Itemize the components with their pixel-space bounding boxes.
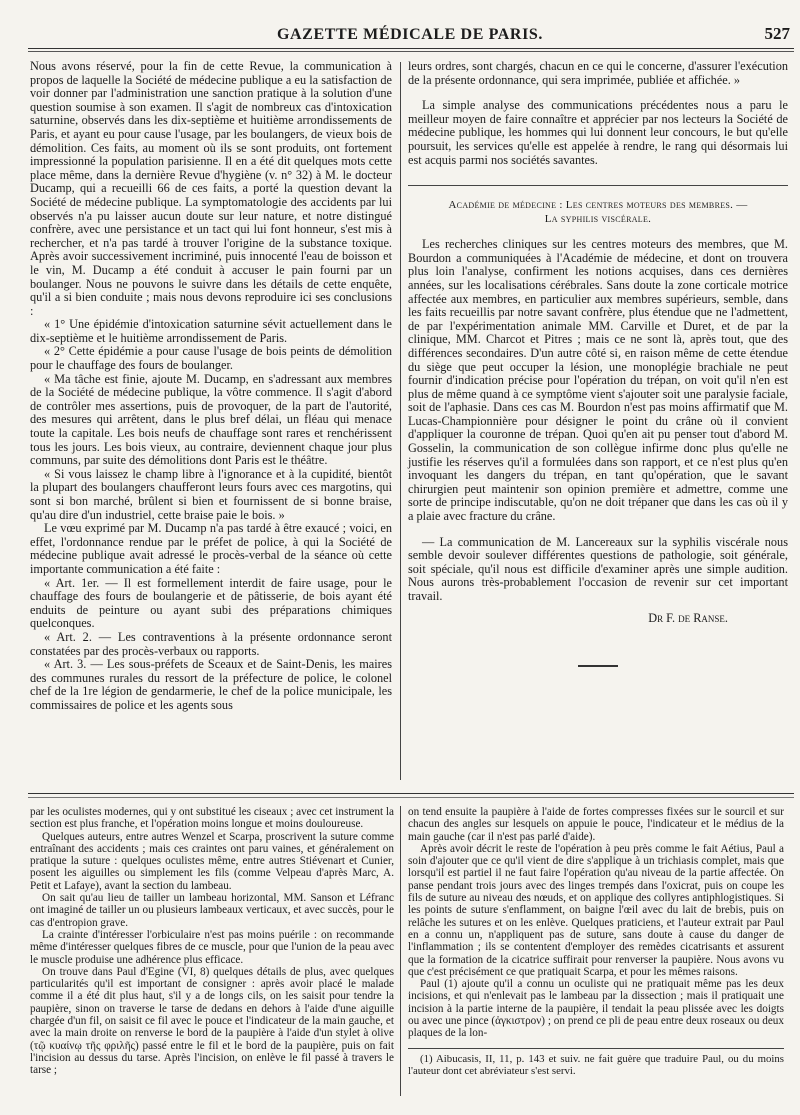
paragraph: « Si vous laissez le champ libre à l'ignorance et à la cupidité, bientôt la plupart des boulangers chaufferont leurs fours avec ces margotins, qui sont si bon marché, brûlent si bien et fournissent de si bonne braise, qu'au dire d'un industriel, cette braise paie le bois. »	[30, 466, 392, 522]
column-divider	[400, 62, 401, 780]
paragraph: Nous avons réservé, pour la fin de cette Revue, la communication à propos de laquelle la Société de médecine publique a eu la satisfaction de voir donner par l'administration une sanction pratique à la solution d'une question soumise à son examen. Il s'agit de nombreux cas d'intoxication saturnine, observés dans les dix-septième et huitième arrondissements de Paris, et ayant eu pour cause l'usage, par les boulangers, de vieux bois de démolition. Ces faits, au moment où ils se sont produits, ont fortement impressionné la population parisienne. Il en a été dit quelques mots cette place même, dans la dernière Revue d'hygiène (v. n° 32) à M. le docteur Ducamp, qui a recueilli 66 de ces faits, a porté la question devant la Société de médecine publique. La symptomatologie des accidents par lui observés n'a pu laisser aucun doute sur leur nature, et notre distingué confrère, avec une persistance et un tact qui lui font honneur, s'est mis à rechercher, et n'a pas tardé à trouver l'origine de la substance toxique. Après avoir successivement incriminé, puis innocenté l'eau de boisson et le vin, M. Ducamp a été conduit à accuser le pain fourni par un boulanger. Nous ne pouvons le suivre dans les détails de cette enquête, qu'il a si bien conduite ; mais nous devons reproduire ici ses conclusions :	[30, 59, 392, 318]
column-divider-lower	[400, 806, 401, 1096]
lower-left-column	[30, 806, 394, 1077]
paragraph: « 2° Cette épidémie a pour cause l'usage de bois peints de démolition pour le chauffage des fours de boulanger.	[30, 344, 392, 373]
paragraph: « Ma tâche est finie, ajoute M. Ducamp, en s'adressant aux membres de la Société de médecine publique, la vôtre commence. Il s'agit d'abord de contrôler mes assertions, puis de provoquer, de la part de l'autorité, des mesures qui arrêtent, dans le plus bref délai, un fléau qui menace toute la capitale. Les bois neufs de chauffage sont rares et renchérissent tous les jours. Les bois vieux, au contraire, deviennent chaque jour plus communs, par suite des démolitions dont Paris est le théâtre.	[30, 371, 392, 468]
paragraph: La crainte d'intéresser l'orbiculaire n'est pas moins puérile : on recommande même d'intéresser quelques fibres de ce muscle, pour que l'union de la peau avec le muscle produise une adhérence plus efficace.	[30, 928, 394, 966]
paragraph: Après avoir décrit le reste de l'opération à peu près comme le fait Aétius, Paul a soin d'ajouter que ce qu'il vient de dire s'applique à un trichiasis complet, mais que lorsqu'il est partiel il ne faut faire l'opération qu'au niveau de la partie affectée. On panse pendant trois jours avec des linges trempés dans l'oxicrat, puis on coupe les fils de suture au niveau des nœuds, et on applique des collyres antiphlogistiques. Si les points de suture s'enflamment, on baigne l'œil avec du lait de brebis, puis on relâche les sutures et on les enlève. Quelques praticiens, et l'auteur extrait par Paul en a connu un, n'appliquent pas de suture, sans doute à cause du danger de l'inflammation ; ils se contentent d'employer des remèdes cicatrisants et assurent que la formation de la cicatrice suffirait pour renverser la paupière. Nous avons vu que c'est précisément ce que pratiquait Scarpa, et pour les mêmes raisons.	[408, 842, 784, 978]
author-signature: Dr F. de Ranse.	[648, 610, 728, 625]
section-heading: Académie de médecine : Les centres moteurs des membres. —	[448, 199, 748, 212]
paragraph: leurs ordres, sont chargés, chacun en ce qui le concerne, d'assurer l'exécution de la présente ordonnance, qui sera imprimée, publiée et affichée. »	[408, 59, 788, 87]
paragraph: on tend ensuite la paupière à l'aide de fortes compresses fixées sur le sourcil et sur chacun des angles sur lesquels on appuie le pouce, l'indicateur et le médius de la main gauche (car il n'est pas parlé d'aide).	[408, 806, 784, 843]
upper-right-column	[408, 60, 788, 667]
end-rule	[578, 665, 618, 667]
paragraph: « 1° Une épidémie d'intoxication saturnine sévit actuellement dans le dix-septième et le huitième arrondissement de Paris.	[30, 317, 392, 345]
footnote-rule	[408, 1048, 784, 1049]
paragraph: Les recherches cliniques sur les centres moteurs des membres, que M. Bourdon a communiquées à l'Académie de médecine, et dont on trouvera plus loin l'analyse, confirment les notions acquises, dans ces dernières années, sur les localisations cérébrales. Sans doute la zone corticale motrice affectée aux membres, en particulier aux membres supérieurs, semble, dans les faits recueillis par notre savant confrère, plus étendue que ne l'admettent, de par l'expérimentation animale MM. Carville et Duret, et de par la clinique, MM. Charcot et Pitres ; mais ce ne sont là, après tout, que des différences secondaires. D'un autre côté si, en raison même de cette étendue du siège que peut occuper la lésion, une monoplégie brachiale ne peut fournir d'indication précise pour l'opération du trépan, on voit qu'il n'en est plus de même quand à ce symptôme vient s'ajouter soit une paralysie faciale, soit de l'aphasie. Dans ces cas M. Bourdon n'est pas moins affirmatif que M. Lucas-Championnière pour désigner le point du crâne où il convient d'appliquer la couronne de trépan. Quoi qu'en ait pu penser tout d'abord M. Gosselin, la communication de son collègue infirme donc plus qu'elle ne justifie les réserves qu'il a formulées dans son rapport, et ce n'est plus qu'en invoquant les dangers du trépan, en tant qu'opération, que le savant chirurgien peut maintenir son opinion première et admettre, comme une sorte de principe indiscutable, qu'on ne doit trépaner que dans les cas où il y a plaie avec fracture du crâne.	[408, 237, 788, 524]
section-heading-sub: La syphilis viscérale.	[544, 213, 652, 226]
header-rule-thin	[28, 51, 794, 52]
upper-left-column	[30, 60, 392, 713]
paragraph: La simple analyse des communications précédentes nous a paru le meilleur moyen de faire connaître et apprécier par nos lecteurs la Société de médecine publique, les hommes qui lui donnent leur concours, le but qu'elle poursuit, les services qu'elle est appelée à rendre, le rang qui désormais lui est acquis parmi nos sociétés savantes.	[408, 98, 788, 167]
paragraph: par les oculistes modernes, qui y ont substitué les ciseaux ; avec cet instrument la section est plus franche, et l'opération moins longue et moins douloureuse.	[30, 806, 394, 831]
paragraph: Le vœu exprimé par M. Ducamp n'a pas tardé à être exaucé ; voici, en effet, l'ordonnance rendue par le préfet de police, à qui la Société de médecine publique avait adressé le procès-verbal de la séance où cette importante communication a été faite :	[30, 521, 392, 576]
paragraph: On sait qu'au lieu de tailler un lambeau horizontal, MM. Sanson et Léfranc ont imaginé de tailler un ou plusieurs lambeaux verticaux, et avec succès, pour le cas d'entropion grave.	[30, 892, 394, 929]
footnote: (1) Aibucasis, II, 11, p. 143 et suiv. ne fait guère que traduire Paul, ou du moins l'auteur dont cet abréviateur s'est servi.	[408, 1052, 784, 1077]
page-number: 527	[764, 24, 790, 43]
paragraph: « Art. 3. — Les sous-préfets de Sceaux et de Saint-Denis, les maires des communes rurales du ressort de la préfecture de police, le colonel chef de la 1re légion de gendarmerie, le chef de la police municipale, les commissaires de police et les agents sous	[30, 657, 392, 712]
paragraph: « Art. 2. — Les contraventions à la présente ordonnance seront constatées par des procès-verbaux ou rapports.	[30, 629, 392, 658]
header-rule	[28, 48, 794, 49]
paragraph: « Art. 1er. — Il est formellement interdit de faire usage, pour le chauffage des fours de boulangerie et de pâtisserie, de bois ayant été enduits de peinture ou ayant subi des préparations chimiques quelconques.	[30, 575, 392, 631]
feuilleton-rule	[28, 793, 794, 794]
lower-right-column	[408, 806, 784, 1077]
journal-title: GAZETTE MÉDICALE DE PARIS.	[276, 26, 543, 43]
page-header	[28, 20, 792, 50]
section-rule	[408, 185, 788, 186]
paragraph: Paul (1) ajoute qu'il a connu un oculiste qui ne pratiquait même pas les deux incisions, et qui n'enlevait pas le lambeau par la dissection ; mais il pratiquait une incision à la partie interne de la paupière, il tendait la peau plissée avec les doigts ou avec une pince (ἀγκιστρον) ; on prend ce pli de peau entre deux roseaux ou deux plaques de la lon-	[408, 978, 784, 1040]
feuilleton-rule-thin	[28, 797, 794, 798]
paragraph: On trouve dans Paul d'Egine (VI, 8) quelques détails de plus, avec quelques particularités qu'il est important de consigner : après avoir placé le malade comme il a été dit plus haut, s'il y a de longs cils, on les saisit pour tendre la paupière, sinon on traverse le tarse de dedans en dehors à l'aide d'une aiguille chargée d'un fil, on saisit ce fil avec le pouce et l'indicateur de la main gauche, et avec la main droite on renverse le bord de la paupière à l'aide d'un stylet à olive (τῷ κυαίνῳ τῆς φριλῆς) passé entre le fil et le bord de la paupière, puis on fait l'incision au dessus du tarse. Après l'incision, on enlève le fil passé à travers le tarse ;	[30, 965, 394, 1077]
paragraph: — La communication de M. Lancereaux sur la syphilis viscérale nous semble devoir soulever différentes questions de pathologie, soit générale, soit spéciale, qu'il nous est difficile d'examiner après une simple audition. Nous aurons très-probablement l'occasion de revenir sur cet important travail.	[408, 534, 788, 603]
paragraph: Quelques auteurs, entre autres Wenzel et Scarpa, proscrivent la suture comme entraînant des accidents ; mais ces craintes ont paru vaines, et généralement on pratique la suture : quelques oculistes même, entre autres Stiévenart et Cunier, posent les aiguilles ou simplement les fils (comme Velpeau d'après Marc, A. Petit et Lafaye), avant la section du lambeau.	[30, 830, 394, 892]
